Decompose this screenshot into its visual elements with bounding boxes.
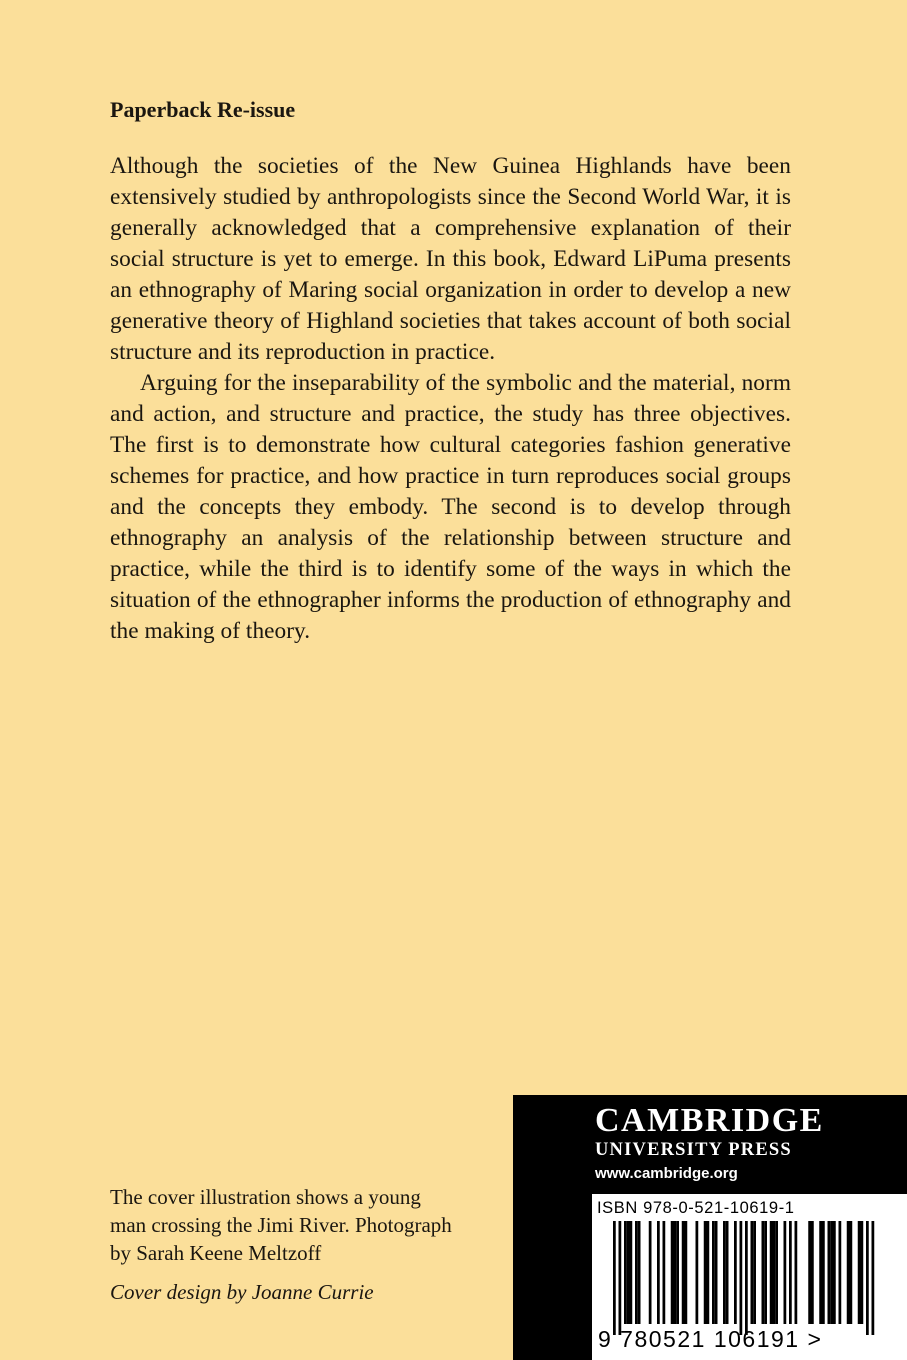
- barcode-bar: [740, 1221, 743, 1335]
- barcode-bar: [764, 1221, 767, 1324]
- barcode-bar: [828, 1221, 831, 1324]
- barcode-bar: [861, 1221, 864, 1324]
- barcode-bar: [819, 1221, 822, 1324]
- barcode-bar: [770, 1221, 773, 1324]
- book-description: [110, 151, 791, 647]
- barcode-bar: [858, 1221, 861, 1324]
- barcode-bar: [866, 1221, 869, 1335]
- barcode-bar: [808, 1221, 811, 1324]
- publisher-subtitle: UNIVERSITY PRESS: [595, 1140, 792, 1160]
- barcode-digits: 9 780521 106191 >: [598, 1326, 823, 1352]
- description-paragraph-2: Arguing for the inseparability of the symbolic and the material, norm and action, and structure and practice, the study has three objectives. The first is to demonstrate how cultural categories fashion generative schemes for practice, and how practice in turn reproduces social groups and the concepts they embody. The second is to develop through ethnography an analysis of the relationship between structure and practice, while the third is to identify some of the ways in which the situation of the ethnographer informs the production of ethnography and the making of theory.: [110, 370, 791, 644]
- caption-line-1: The cover illustration shows a young: [110, 1185, 421, 1209]
- description-paragraph-1: Although the societies of the New Guinea Highlands have been extensively studied by anthropologists since the Second World War, it is generally acknowledged that a comprehensive explanation of their social structure is yet to emerge. In this book, Edward LiPuma presents an ethnography of Maring social organization in order to develop a new generative theory of Highland societies that takes account of both social structure and its reproduction in practice.: [110, 153, 791, 365]
- barcode-bar: [795, 1221, 798, 1324]
- barcode-bar: [704, 1221, 707, 1324]
- barcode-bar: [649, 1221, 652, 1324]
- barcode-bar: [833, 1221, 836, 1324]
- barcode-bar: [624, 1221, 627, 1324]
- barcode-bar: [847, 1221, 850, 1324]
- barcode-bar: [839, 1221, 842, 1324]
- barcode-bar: [630, 1221, 633, 1324]
- caption-line-3: by Sarah Keene Meltzoff: [110, 1241, 322, 1265]
- barcode-bar: [707, 1221, 710, 1324]
- barcode-bar: [822, 1221, 825, 1324]
- barcode-bar: [663, 1221, 666, 1324]
- barcode-bar: [745, 1221, 748, 1335]
- barcode-bar: [627, 1221, 630, 1324]
- barcode-bar: [850, 1221, 853, 1324]
- barcode-bar: [685, 1221, 688, 1324]
- barcode-bar: [775, 1221, 778, 1324]
- barcode-bar: [811, 1221, 814, 1324]
- barcode-bar: [723, 1221, 726, 1324]
- barcode-bar: [773, 1221, 776, 1324]
- barcode-bar: [734, 1221, 737, 1324]
- barcode-bar: [613, 1221, 616, 1335]
- publisher-url: www.cambridge.org: [595, 1165, 738, 1182]
- barcode-bar: [751, 1221, 754, 1324]
- caption-line-2: man crossing the Jimi River. Photograph: [110, 1213, 452, 1237]
- section-heading: Paperback Re-issue: [110, 97, 296, 122]
- barcode-bar: [657, 1221, 660, 1324]
- cover-design-credit: Cover design by Joanne Currie: [110, 1280, 374, 1304]
- barcode-bar: [696, 1221, 699, 1324]
- barcode-bar: [784, 1221, 787, 1324]
- barcode-bar: [635, 1221, 638, 1324]
- publisher-name: CAMBRIDGE: [595, 1102, 824, 1139]
- publisher-block: [513, 1095, 907, 1360]
- isbn-label: ISBN 978-0-521-10619-1: [597, 1199, 795, 1217]
- barcode-bar: [676, 1221, 679, 1324]
- barcode-bar: [753, 1221, 756, 1324]
- barcode-bar: [715, 1221, 718, 1324]
- barcode-bar: [830, 1221, 833, 1324]
- barcode-bar: [762, 1221, 765, 1324]
- cover-illustration-caption: [110, 1183, 490, 1267]
- barcode-bar: [872, 1221, 875, 1335]
- barcode-bar: [674, 1221, 677, 1324]
- barcode-bar: [726, 1221, 729, 1324]
- barcode-bar: [789, 1221, 792, 1324]
- barcode-panel: [592, 1194, 907, 1360]
- barcode-bar: [619, 1221, 622, 1335]
- barcode-bar: [682, 1221, 685, 1324]
- barcode-bar: [671, 1221, 674, 1324]
- barcode-bar: [638, 1221, 641, 1324]
- barcode-bar: [712, 1221, 715, 1324]
